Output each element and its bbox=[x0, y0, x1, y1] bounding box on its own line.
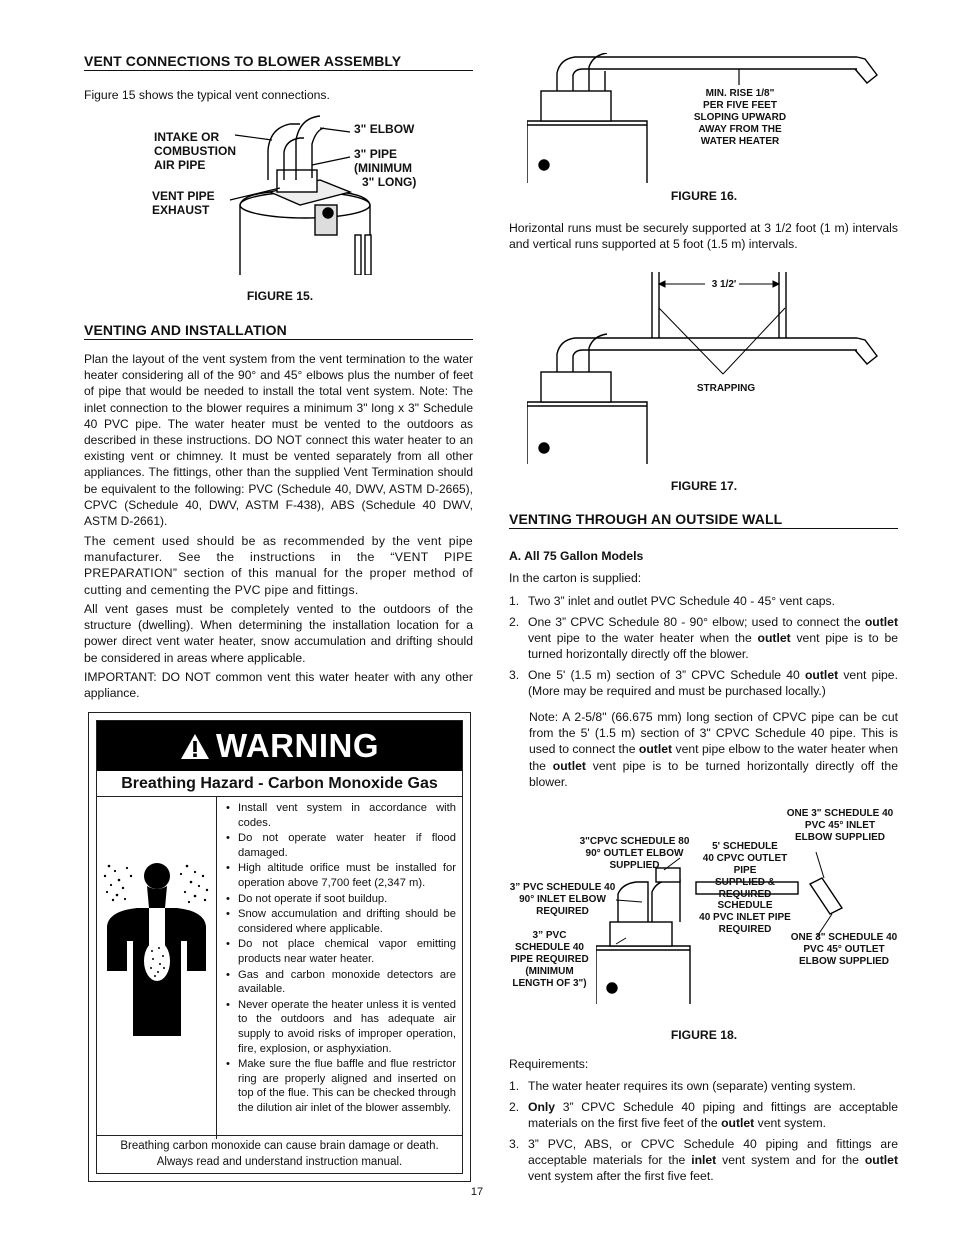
fig18-outlet-45-label: ONE 3" SCHEDULE 40 PVC 45° OUTLET ELBOW SUPPLIED bbox=[790, 932, 898, 967]
fig15-elbow-label: 3" ELBOW bbox=[354, 122, 415, 136]
warning-title: WARNING bbox=[216, 727, 379, 764]
figure-15-caption: FIGURE 15. bbox=[246, 289, 314, 303]
warning-item: • High altitude orifice must be installed for operation above 7,700 feet (2,347 m). bbox=[225, 861, 456, 890]
warning-item: • Do not place chemical vapor emitting products near water heater. bbox=[225, 937, 456, 966]
fig17-dimension-label: 3 1/2' bbox=[711, 279, 737, 290]
warning-box bbox=[88, 712, 471, 1182]
warning-item: • Never operate the heater unless it is vented to the outdoors and has adequate air supply to avoid risks of improper operation, fire, explosion, or asphyxiation. bbox=[225, 998, 456, 1056]
venting-paragraph-1: Plan the layout of the vent system from the vent termination to the water heater considering all of the 90° and 45° elbows plus the number of feet of pipe that would be needed to install the total vent system. Note: The inlet connection to the blower requires a minimum 3" long x 3" Schedule 40 PVC pipe. The water heater must be vented to the outdoors as described in these instructions. DO NOT connect this water heater to an existing vent or chimney. It must be vented separately from all other appliances. The fittings, other than the supplied Vent Termination should be equivalent to the following: PVC (Schedule 40, DWV, ASTM D-2665), CPVC (Schedule 40, DWV, ASTM F-438), ABS (Schedule 40 DWV, ASTM D-2661). bbox=[84, 352, 473, 529]
fig15-intake-label: INTAKE OR COMBUSTION AIR PIPE bbox=[154, 130, 236, 172]
warning-subtitle: Breathing Hazard - Carbon Monoxide Gas bbox=[97, 771, 462, 797]
page-number: 17 bbox=[470, 1186, 484, 1198]
warning-item: • Do not operate if soot buildup. bbox=[225, 892, 456, 907]
warning-list bbox=[225, 801, 456, 1116]
carbon-monoxide-person-icon bbox=[97, 796, 216, 1139]
warning-pictogram bbox=[97, 796, 217, 1139]
list-item: 1. The water heater requires its own (separate) venting system. bbox=[509, 1079, 856, 1093]
requirements-heading: Requirements: bbox=[509, 1057, 589, 1071]
figure-17-caption: FIGURE 17. bbox=[670, 479, 738, 493]
list-item: 1. Two 3” inlet and outlet PVC Schedule 40 - 45° vent caps. bbox=[509, 594, 836, 608]
outside-wall-heading: VENTING THROUGH AN OUTSIDE WALL bbox=[509, 511, 898, 529]
list-item: 2. One 3” CPVC Schedule 80 - 90° elbow; used to connect the outlet vent pipe to the water heater when the outlet vent pipe is to be turned horizontally directly off the blower. bbox=[509, 615, 898, 661]
figure-18-caption: FIGURE 18. bbox=[670, 1028, 738, 1042]
list-item: 3. One 5' (1.5 m) section of 3” CPVC Schedule 40 outlet vent pipe. (More may be required and must be purchased locally.) bbox=[509, 668, 898, 698]
venting-paragraph-4: IMPORTANT: DO NOT common vent this water heater with any other appliance. bbox=[84, 670, 473, 701]
warning-item: • Snow accumulation and drifting should be considered where applicable. bbox=[225, 907, 456, 936]
warning-item: • Install vent system in accordance with codes. bbox=[225, 801, 456, 830]
vent-connections-text: Figure 15 shows the typical vent connections. bbox=[84, 88, 330, 102]
warning-item: • Do not operate water heater if flood damaged. bbox=[225, 831, 456, 860]
fig18-inlet-pipe-label: SCHEDULE 40 PVC INLET PIPE REQUIRED bbox=[699, 900, 791, 935]
warning-item: • Gas and carbon monoxide detectors are available. bbox=[225, 968, 456, 997]
vent-connections-heading: VENT CONNECTIONS TO BLOWER ASSEMBLY bbox=[84, 53, 473, 71]
models-heading: A. All 75 Gallon Models bbox=[509, 549, 644, 563]
cpvc-note: Note: A 2-5/8" (66.675 mm) long section of CPVC pipe can be cut from the 5' (1.5 m) section of 3" CPVC Schedule 40 pipe. This is used to connect the outlet vent pipe elbow to the water heater when the outlet vent pipe is to be turned horizontally directly off the blower. bbox=[529, 710, 898, 789]
carton-list bbox=[509, 593, 898, 704]
venting-paragraph-2: The cement used should be as recommended by the vent pipe manufacturer. See the instructions in the “VENT PIPE PREPARATION” section of this manual for the proper method of cutting and cementing the PVC pipe and fittings. bbox=[84, 534, 473, 597]
warning-item: • Make sure the flue baffle and flue restrictor ring are properly aligned and inserted on top of the flue. This can be checked through the dilution air inlet of the blower assembly. bbox=[225, 1057, 456, 1115]
fig18-outlet-pipe-label: 5' SCHEDULE 40 CPVC OUTLET PIPE SUPPLIED & REQUIRED bbox=[702, 841, 788, 900]
figure-16-caption: FIGURE 16. bbox=[670, 189, 738, 203]
carton-text: In the carton is supplied: bbox=[509, 571, 642, 585]
warning-header bbox=[97, 721, 462, 771]
list-item: 3. 3” PVC, ABS, or CPVC Schedule 40 piping and fittings are acceptable materials for the inlet vent system and for the outlet vent system after the first five feet. bbox=[509, 1137, 898, 1183]
fig16-rise-label: MIN. RISE 1/8" PER FIVE FEET SLOPING UPWARD AWAY FROM THE WATER HEATER bbox=[693, 88, 787, 147]
support-text: Horizontal runs must be securely supported at 3 1/2 foot (1 m) intervals and vertical runs supported at 5 foot (1.5 m) intervals. bbox=[509, 221, 898, 252]
fig15-pipe-label: 3" PIPE (MINIMUM 3" LONG) bbox=[354, 147, 417, 189]
fig18-inlet-elbow-label: ONE 3" SCHEDULE 40 PVC 45° INLET ELBOW SUPPLIED bbox=[786, 808, 894, 843]
venting-installation-heading: VENTING AND INSTALLATION bbox=[84, 322, 473, 340]
requirements-list bbox=[509, 1078, 898, 1189]
fig18-pipe-required-label: 3” PVC SCHEDULE 40 PIPE REQUIRED (MINIMUM LENGTH OF 3") bbox=[510, 930, 589, 989]
fig15-exhaust-label: VENT PIPE EXHAUST bbox=[152, 189, 215, 217]
venting-paragraph-3: All vent gases must be completely vented to the outdoors of the structure (dwelling). When determining the installation location for a power direct vent water heater, snow accumulation and drifting should be considered in areas where applicable. bbox=[84, 602, 473, 665]
list-item: 2. Only 3” CPVC Schedule 40 piping and fittings are acceptable materials on the first five feet of the outlet vent system. bbox=[509, 1100, 898, 1130]
figure-17-illustration bbox=[527, 268, 882, 464]
fig18-outlet-elbow-label: 3"CPVC SCHEDULE 80 90° OUTLET ELBOW SUPPLIED bbox=[579, 836, 690, 871]
fig17-strapping-label: STRAPPING bbox=[696, 383, 756, 394]
fig18-inlet-90-label: 3” PVC SCHEDULE 40 90° INLET ELBOW REQUIRED bbox=[509, 882, 616, 917]
warning-footer: Breathing carbon monoxide can cause brain damage or death. Always read and understand instruction manual. bbox=[97, 1135, 462, 1173]
warning-triangle-icon bbox=[180, 733, 210, 760]
